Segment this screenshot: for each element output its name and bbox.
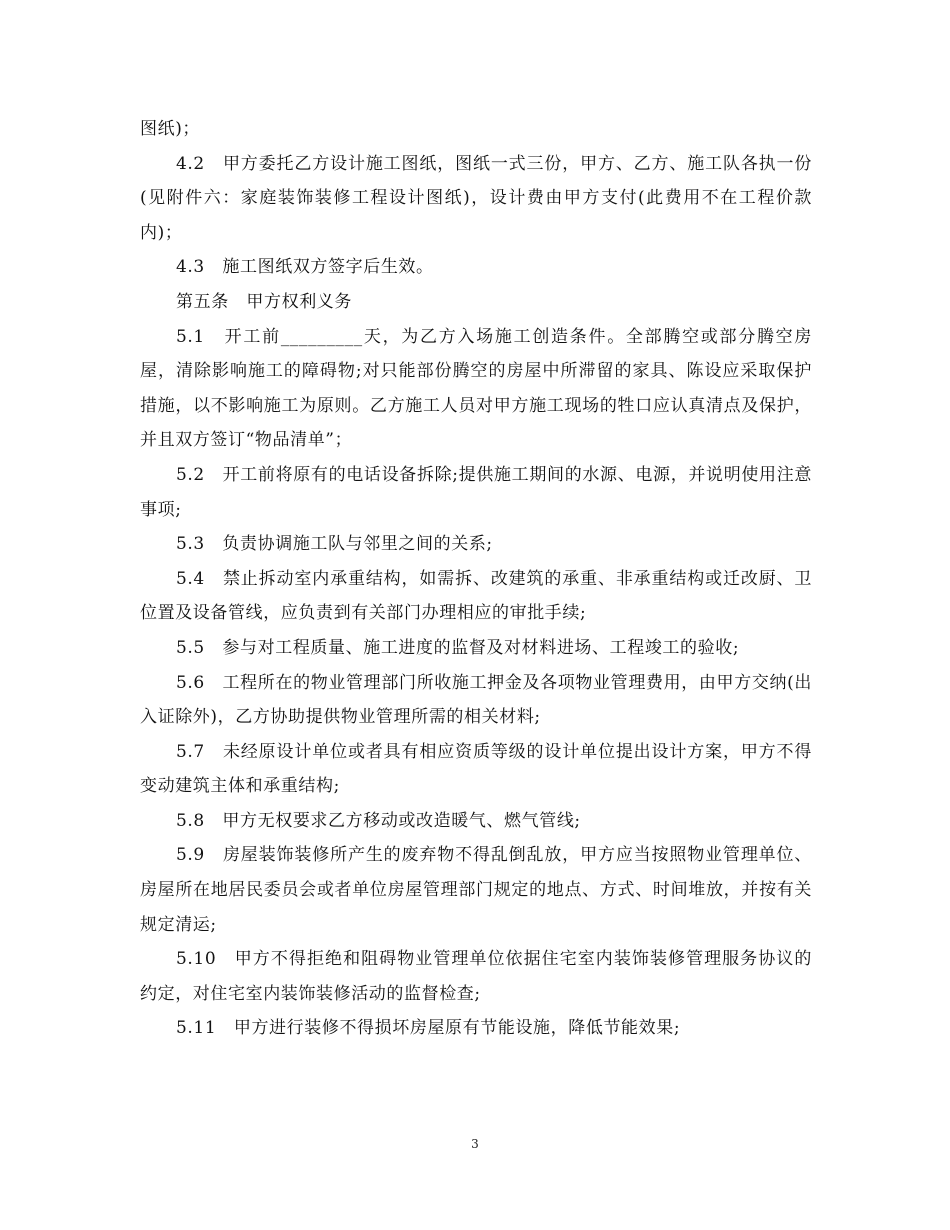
paragraph-5-2: 5.2 开工前将原有的电话设备拆除;提供施工期间的水源、电源，并说明使用注意事项;	[140, 464, 812, 520]
paragraph-5-10: 5.10 甲方不得拒绝和阻碍物业管理单位依据住宅室内装饰装修管理服务协议的约定，对住宅室内装饰装修活动的监督检查;	[140, 949, 812, 1004]
paragraph-5-8: 5.8 甲方无权要求乙方移动或改造暖气、燃气管线;	[176, 810, 581, 831]
paragraph-5-6: 5.6 工程所在的物业管理部门所收施工押金及各项物业管理费用，由甲方交纳(出入证除外)，乙方协助提供物业管理所需的相关材料;	[140, 672, 812, 728]
paragraph-5-11: 5.11 甲方进行装修不得损坏房屋原有节能设施，降低节能效果;	[176, 1018, 681, 1039]
paragraph-4-2: 4.2 甲方委托乙方设计施工图纸，图纸一式三份，甲方、乙方、施工队各执一份(见附件六：家庭装饰装修工程设计图纸)，设计费由甲方支付(此费用不在工程价款内)；	[140, 153, 812, 243]
paragraph-4-3: 4.3 施工图纸双方签字后生效。	[176, 257, 434, 278]
paragraph-continuation: 图纸)；	[140, 119, 201, 139]
paragraph-5-4: 5.4 禁止拆动室内承重结构，如需拆、改建筑的承重、非承重结构或迁改厨、卫位置及设备管线，应负责到有关部门办理相应的审批手续;	[140, 568, 812, 624]
paragraph-5-9: 5.9 房屋装饰装修所产生的废弃物不得乱倒乱放，甲方应当按照物业管理单位、房屋所在地居民委员会或者单位房屋管理部门规定的地点、方式、时间堆放，并按有关规定清运;	[140, 845, 812, 935]
paragraph-5-7: 5.7 未经原设计单位或者具有相应资质等级的设计单位提出设计方案，甲方不得变动建筑主体和承重结构;	[140, 741, 812, 797]
paragraph-5-5: 5.5 参与对工程质量、施工进度的监督及对材料进场、工程竣工的验收;	[176, 637, 740, 658]
page-number: 3	[471, 1137, 479, 1151]
paragraph-5-1: 5.1 开工前_________天，为乙方入场施工创造条件。全部腾空或部分腾空房屋，清除影响施工的障碍物;对只能部份腾空的房屋中所滞留的家具、陈设应采取保护措施，以不影响施工为原则。乙方施工人员对甲方施工现场的牲口应认真清点及保护，并且双方签订“物品清单”；	[140, 326, 812, 451]
section-heading-article-5: 第五条 甲方权利义务	[176, 291, 352, 312]
document-body	[140, 112, 812, 1046]
paragraph-5-3: 5.3 负责协调施工队与邻里之间的关系;	[176, 534, 493, 555]
